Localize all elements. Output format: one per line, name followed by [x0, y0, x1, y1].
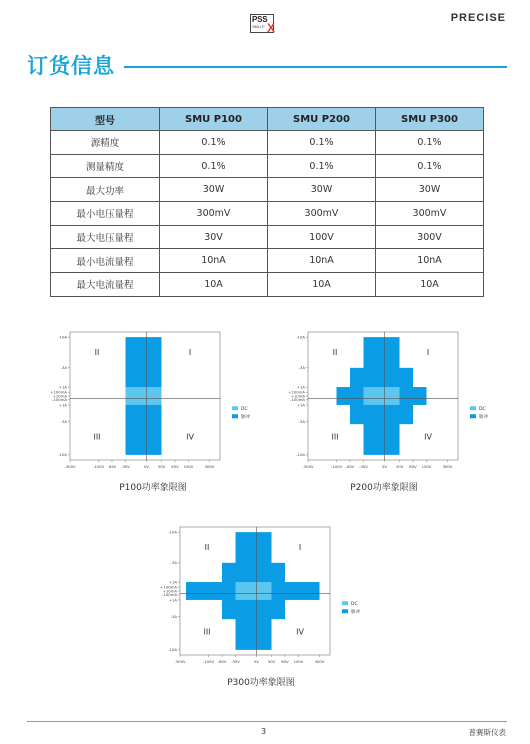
x-tick-label: -65V [217, 659, 227, 664]
y-tick-label: +1A [296, 384, 305, 390]
table-cell: 0.1% [268, 154, 376, 178]
table-cell: 10nA [268, 249, 376, 273]
quadrant-label: II [204, 543, 210, 553]
table-cell: 0.1% [160, 131, 268, 155]
x-tick-label: -100V [92, 464, 105, 469]
quadrant-label: III [93, 432, 101, 442]
x-tick-label: 30V [157, 464, 166, 469]
legend-label-pulse: 脉冲 [479, 414, 488, 420]
table-cell: 300mV [160, 202, 268, 226]
table-row [51, 273, 484, 297]
dc-region [126, 387, 162, 405]
page-number: 3 [261, 727, 267, 736]
pss-logo [250, 14, 278, 36]
x-tick-label: 65V [409, 464, 417, 469]
table-cell: 10nA [160, 249, 268, 273]
x-tick-label: 0V [381, 464, 388, 469]
y-tick-label: -3A [170, 560, 177, 566]
x-tick-label: 100V [421, 464, 432, 469]
y-tick-label: -3A [170, 613, 177, 619]
table-header-cell: 型号 [51, 108, 160, 131]
table-row [51, 202, 484, 226]
brand-name: PRECISE [450, 12, 506, 24]
table-cell: 300V [376, 225, 484, 249]
y-tick-label: -3A [60, 418, 67, 424]
table-cell: 300mV [376, 202, 484, 226]
y-tick-label: -10A [296, 334, 305, 340]
x-tick-label: -300V [174, 659, 186, 664]
table-header-cell: SMU P200 [268, 108, 376, 131]
x-tick-label: 65V [281, 659, 289, 664]
legend-swatch-dc [232, 406, 238, 410]
y-tick-label: +1A [296, 402, 305, 408]
quadrant-label: I [426, 348, 430, 358]
pss-logo-subtext: SMU P [252, 24, 265, 29]
y-tick-label: +10mA [52, 393, 67, 399]
p200-chart-caption: P200功率象限图 [350, 483, 418, 493]
table-cell: 10nA [376, 249, 484, 273]
legend-swatch-pulse [470, 414, 476, 418]
table-cell: 30W [268, 178, 376, 202]
y-tick-label: -100mA [290, 397, 305, 403]
dc-region [364, 387, 400, 405]
quadrant-label: II [94, 348, 100, 358]
y-tick-label: -10A [168, 529, 177, 535]
table-cell: 源精度 [51, 131, 160, 155]
y-tick-label: +100mA [160, 584, 177, 590]
x-tick-label: -300V [302, 464, 314, 469]
x-tick-label: 300V [442, 464, 453, 469]
table-cell: 最大电流量程 [51, 273, 160, 297]
table-header-row [51, 108, 484, 131]
pss-logo-x-mark: X [267, 21, 276, 35]
table-cell: 30V [160, 225, 268, 249]
legend-swatch-pulse [342, 609, 348, 613]
y-tick-label: +1A [168, 579, 177, 585]
table-cell: 0.1% [376, 131, 484, 155]
y-tick-label: -10A [58, 334, 67, 340]
table-cell: 0.1% [160, 154, 268, 178]
quadrant-label: IV [186, 432, 194, 442]
y-tick-label: +100mA [50, 389, 67, 395]
quadrant-label: III [203, 627, 211, 637]
section-title-rule [124, 66, 507, 68]
y-tick-label: +100mA [288, 389, 305, 395]
legend-label-dc: DC [479, 406, 486, 412]
legend-label-pulse: 脉冲 [241, 414, 250, 420]
footer-rule [27, 721, 507, 722]
y-tick-label: -10A [58, 452, 67, 458]
y-tick-label: +10mA [290, 393, 305, 399]
x-tick-label: 100V [183, 464, 194, 469]
quadrant-label: I [188, 348, 192, 358]
table-row [51, 154, 484, 178]
legend-swatch-pulse [232, 414, 238, 418]
table-row [51, 225, 484, 249]
p100-chart-caption: P100功率象限图 [119, 483, 187, 493]
quadrant-label: I [298, 543, 302, 553]
pss-logo-text: PSS [252, 15, 268, 24]
section-title: 订货信息 [27, 54, 115, 78]
y-tick-label: -3A [60, 365, 67, 371]
x-tick-label: 65V [171, 464, 179, 469]
p200-quadrant-chart [278, 327, 488, 477]
table-cell: 10A [376, 273, 484, 297]
x-tick-label: -30V [121, 464, 130, 469]
table-cell: 最小电压量程 [51, 202, 160, 226]
quadrant-label: II [332, 348, 338, 358]
y-tick-label: -100mA [52, 397, 67, 403]
table-cell: 10A [160, 273, 268, 297]
x-tick-label: -65V [107, 464, 117, 469]
table-cell: 0.1% [376, 154, 484, 178]
legend-swatch-dc [342, 601, 348, 605]
y-tick-label: +1A [58, 402, 67, 408]
y-tick-label: -3A [298, 365, 305, 371]
quadrant-label: IV [424, 432, 432, 442]
table-cell: 测量精度 [51, 154, 160, 178]
y-tick-label: +1A [168, 597, 177, 603]
x-tick-label: 0V [143, 464, 150, 469]
p300-chart-caption: P300功率象限图 [227, 678, 295, 688]
y-tick-label: -3A [298, 418, 305, 424]
p300-quadrant-chart [150, 522, 360, 672]
x-tick-label: 300V [314, 659, 325, 664]
x-tick-label: 30V [395, 464, 404, 469]
x-tick-label: -30V [231, 659, 240, 664]
table-header-cell: SMU P100 [160, 108, 268, 131]
table-cell: 最小电流量程 [51, 249, 160, 273]
x-tick-label: 30V [267, 659, 276, 664]
table-cell: 30W [376, 178, 484, 202]
table-row [51, 249, 484, 273]
quadrant-label: III [331, 432, 339, 442]
x-tick-label: -100V [202, 659, 215, 664]
y-tick-label: -10A [296, 452, 305, 458]
x-tick-label: 0V [253, 659, 260, 664]
y-tick-label: +10mA [162, 588, 177, 594]
legend-label-dc: DC [351, 601, 358, 607]
order-spec-table [50, 107, 484, 297]
table-cell: 30W [160, 178, 268, 202]
x-tick-label: -30V [359, 464, 368, 469]
table-cell: 最大功率 [51, 178, 160, 202]
legend-swatch-dc [470, 406, 476, 410]
p100-quadrant-chart [40, 327, 250, 477]
table-cell: 100V [268, 225, 376, 249]
y-tick-label: -100mA [162, 592, 177, 598]
x-tick-label: 300V [204, 464, 215, 469]
table-cell: 0.1% [268, 131, 376, 155]
legend-label-dc: DC [241, 406, 248, 412]
y-tick-label: +1A [58, 384, 67, 390]
legend-label-pulse: 脉冲 [351, 609, 360, 615]
quadrant-label: IV [296, 627, 304, 637]
x-tick-label: -300V [64, 464, 76, 469]
dc-region [236, 582, 272, 600]
x-tick-label: -100V [330, 464, 343, 469]
table-row [51, 131, 484, 155]
footer-brand: 普赛斯仪表 [468, 728, 506, 737]
table-cell: 最大电压量程 [51, 225, 160, 249]
table-row [51, 178, 484, 202]
x-tick-label: -65V [345, 464, 355, 469]
table-cell: 300mV [268, 202, 376, 226]
x-tick-label: 100V [293, 659, 304, 664]
table-header-cell: SMU P300 [376, 108, 484, 131]
y-tick-label: -10A [168, 647, 177, 653]
table-cell: 10A [268, 273, 376, 297]
